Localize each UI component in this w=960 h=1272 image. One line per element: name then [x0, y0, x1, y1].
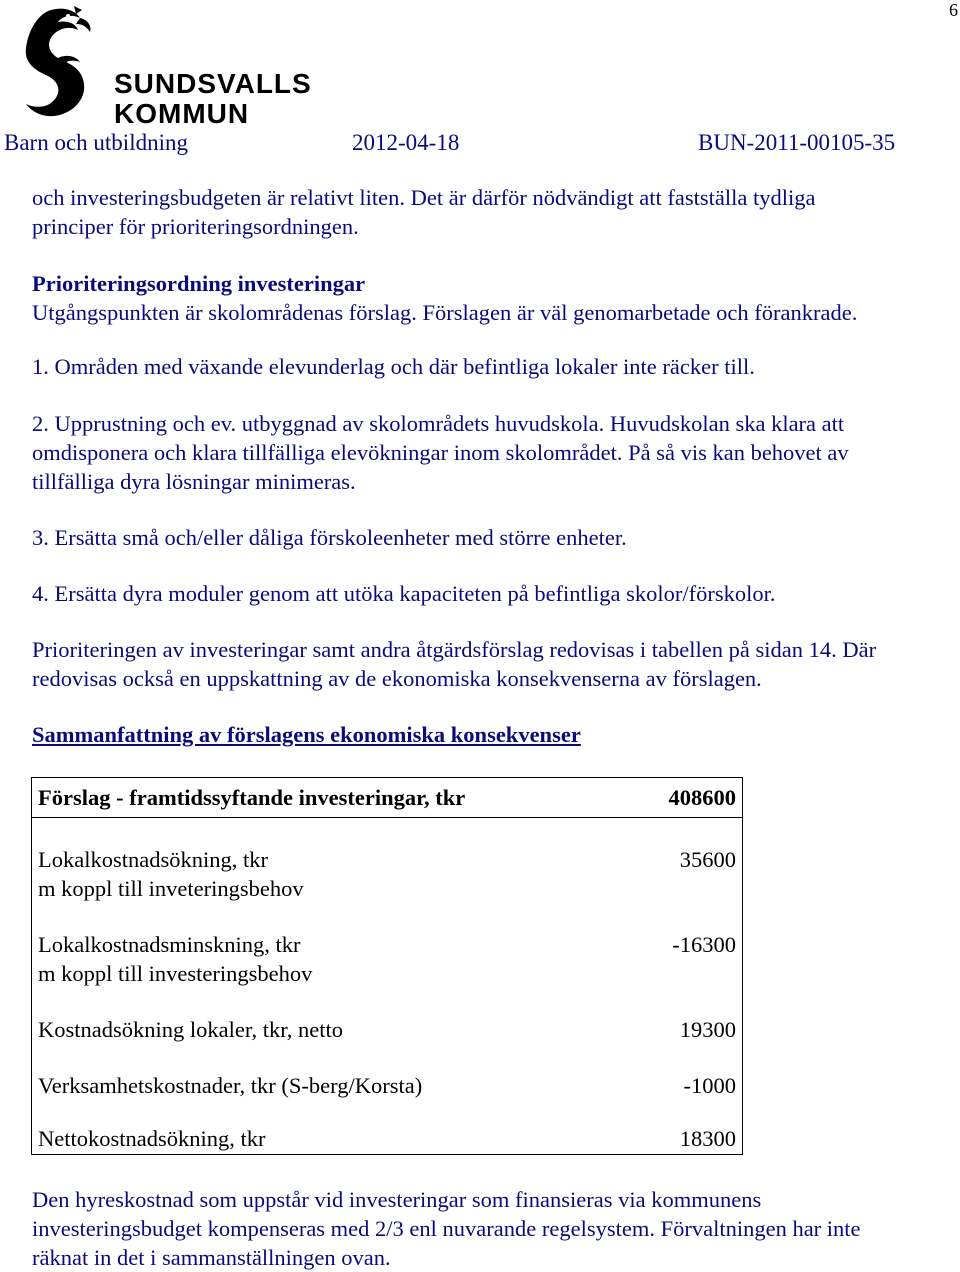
intro-line-1: och investeringsbudgeten är relativt liten. Det är därför nödvändigt att fastställa tydliga — [32, 185, 816, 210]
table-row-value: 19300 — [679, 1017, 736, 1042]
table-row-label: Kostnadsökning lokaler, tkr, netto — [38, 1017, 344, 1042]
priority-paragraph-line-1: Prioriteringen av investeringar samt andra åtgärdsförslag redovisas i tabellen på sidan 14. Där — [32, 637, 877, 662]
page-number: 6 — [949, 0, 958, 20]
table-divider — [32, 817, 742, 818]
summary-heading: Sammanfattning av förslagens ekonomiska konsekvenser — [32, 722, 581, 747]
intro-paragraph — [32, 183, 942, 241]
priority-paragraph-line-2: redovisas också en uppskattning av de ekonomiska konsekvenserna av förslagen. — [32, 666, 762, 691]
priority-item-4: 4. Ersätta dyra moduler genom att utöka kapaciteten på befintliga skolor/förskolor. — [32, 581, 776, 606]
table-row — [38, 1071, 422, 1100]
table-row — [38, 930, 312, 988]
priority-intro: Utgångspunkten är skolområdenas förslag. Förslagen är väl genomarbetade och förankrade. — [32, 300, 858, 325]
table-row-value: 18300 — [679, 1126, 736, 1151]
priority-item-2-line-2: omdisponera och klara tillfälliga elevökningar inom skolområdet. På så vis kan behovet av — [32, 440, 849, 465]
footer-line-1: Den hyreskostnad som uppstår vid investeringar som finansieras via kommunens — [32, 1187, 762, 1212]
priority-item-1: 1. Områden med växande elevunderlag och där befintliga lokaler inte räcker till. — [32, 354, 755, 379]
table-header-value: 408600 — [668, 785, 736, 810]
footer-line-2: investeringsbudget kompenseras med 2/3 enl nuvarande regelsystem. Förvaltningen har inte — [32, 1216, 861, 1241]
logo-text-sundsvalls: SUNDSVALLS — [114, 68, 312, 99]
header-reference: BUN-2011-00105-35 — [698, 130, 896, 155]
header-date: 2012-04-18 — [352, 130, 460, 155]
table-row — [38, 1015, 343, 1044]
priority-item-3: 3. Ersätta små och/eller dåliga förskoleenheter med större enheter. — [32, 525, 627, 550]
footer-line-3: räknat in det i sammanställningen ovan. — [32, 1245, 391, 1270]
summary-table — [31, 777, 743, 1155]
table-row-value: -16300 — [672, 932, 736, 957]
table-row-label: Nettokostnadsökning, tkr — [38, 1126, 266, 1151]
document-header — [0, 130, 960, 162]
table-row — [38, 845, 304, 903]
table-header-label: Förslag - framtidssyftande investeringar, tkr — [38, 785, 466, 810]
priority-heading: Prioriteringsordning investeringar — [32, 271, 366, 296]
header-department: Barn och utbildning — [4, 130, 188, 155]
table-row-sublabel: m koppl till inveteringsbehov — [38, 876, 304, 901]
priority-section — [32, 269, 942, 327]
table-row-value: -1000 — [683, 1073, 736, 1098]
priority-item-2-line-1: 2. Upprustning och ev. utbyggnad av skolområdets huvudskola. Huvudskolan ska klara att — [32, 411, 845, 436]
table-row-value: 35600 — [679, 847, 736, 872]
municipality-logo — [18, 4, 312, 129]
priority-paragraph — [32, 635, 942, 693]
intro-line-2: principer för prioriteringsordningen. — [32, 214, 359, 239]
table-row-label: Verksamhetskostnader, tkr (S-berg/Korsta) — [38, 1073, 423, 1098]
table-row-sublabel: m koppl till investeringsbehov — [38, 961, 313, 986]
sundsvall-crest-icon — [18, 4, 108, 124]
table-row — [38, 1128, 265, 1150]
priority-item-2 — [32, 409, 942, 496]
logo-text-kommun: KOMMUN — [114, 98, 250, 129]
footer-paragraph — [32, 1185, 942, 1272]
table-row-label: Lokalkostnadsökning, tkr — [38, 847, 268, 872]
table-row-label: Lokalkostnadsminskning, tkr — [38, 932, 301, 957]
priority-item-2-line-3: tillfälliga dyra lösningar minimeras. — [32, 469, 356, 494]
